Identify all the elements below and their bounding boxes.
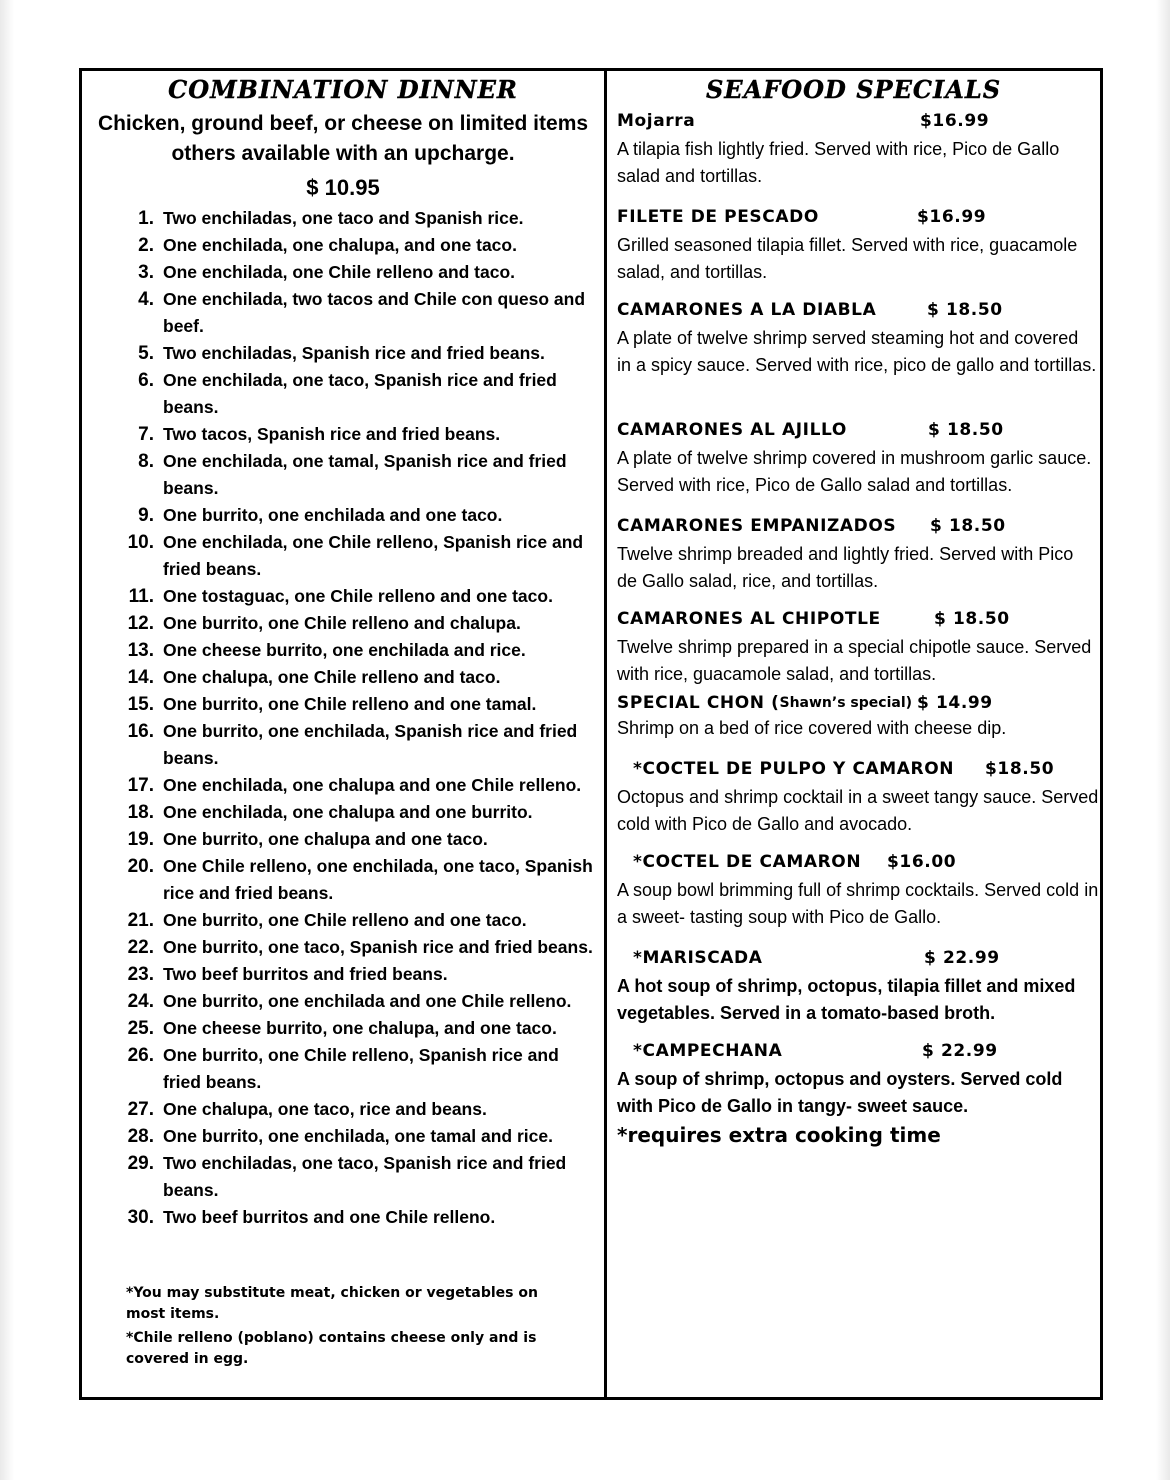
combo-item [116, 448, 596, 502]
combo-item-text: Two enchiladas, one taco and Spanish rice. [163, 208, 524, 228]
combo-item-number: 12. [127, 613, 154, 634]
combo-item [116, 1204, 596, 1231]
dish-price: $ 18.50 [927, 300, 1003, 320]
dish-price: $18.50 [985, 759, 1055, 779]
combo-item-number: 9. [138, 505, 154, 526]
combination-note: *Chile relleno (poblano) contains cheese only and is covered in egg. [126, 1330, 537, 1367]
combo-item-number: 28. [127, 1126, 154, 1147]
dish-coctel-de-camaron [617, 850, 1099, 931]
combo-item-text: One enchilada, one Chile relleno, Spanish rice and fried beans. [163, 532, 584, 579]
dish-name: SPECIAL CHON ( [617, 693, 780, 713]
combination-price: $ 10.95 [306, 175, 380, 200]
dish-description: Shrimp on a bed of rice covered with cheese dip. [617, 718, 1007, 738]
combination-list [116, 205, 596, 1231]
combo-item-number: 19. [127, 829, 154, 850]
combo-item-number: 5. [138, 343, 154, 364]
dish-price: $ 18.50 [928, 420, 1004, 440]
dish-price: $16.99 [917, 207, 987, 227]
page-edge-left [0, 0, 14, 1480]
combo-item [116, 259, 596, 286]
dish-price: $ 22.99 [922, 1041, 998, 1061]
combo-item-text: Two enchiladas, one taco, Spanish rice and fried beans. [163, 1153, 567, 1200]
combo-item [116, 826, 596, 853]
dish-name: CAMARONES EMPANIZADOS [617, 516, 897, 536]
combo-item [116, 1123, 596, 1150]
combo-item [116, 583, 596, 610]
combo-item [116, 907, 596, 934]
dish-mariscada [617, 946, 1099, 1027]
combo-item [116, 286, 596, 340]
dish-description: A tilapia fish lightly fried. Served with rice, Pico de Gallo salad and tortillas. [617, 139, 1060, 186]
combo-item-number: 25. [127, 1018, 154, 1039]
combo-item-text: Two enchiladas, Spanish rice and fried beans. [163, 343, 545, 363]
combo-item-text: One burrito, one enchilada and one taco. [163, 505, 503, 525]
combo-item-text: One enchilada, one tamal, Spanish rice and fried beans. [163, 451, 567, 498]
combo-item [116, 799, 596, 826]
combo-item-text: One burrito, one Chile relleno, Spanish rice and fried beans. [163, 1045, 559, 1092]
combo-item-text: Two beef burritos and fried beans. [163, 964, 448, 984]
dish-description: A hot soup of shrimp, octopus, tilapia fillet and mixed vegetables. Served in a tomato-based broth. [617, 976, 1076, 1023]
dish-price: $ 22.99 [924, 948, 1000, 968]
combo-item [116, 367, 596, 421]
combo-item [116, 718, 596, 772]
combo-item [116, 691, 596, 718]
combo-item-number: 13. [127, 640, 154, 661]
dish-camarones-a-la-diabla [617, 298, 1097, 379]
combo-item-number: 1. [138, 208, 154, 229]
dish-description: Twelve shrimp prepared in a special chipotle sauce. Served with rice, guacamole salad, and tortillas. [617, 637, 1092, 684]
dish-price: $ 18.50 [930, 516, 1006, 536]
dish-description: A plate of twelve shrimp covered in mushroom garlic sauce. Served with rice, Pico de Gallo salad and tortillas. [617, 448, 1092, 495]
combo-item [116, 340, 596, 367]
dish-description: Twelve shrimp breaded and lightly fried. Served with Pico de Gallo salad, rice, and tortillas. [617, 544, 1074, 591]
dish-price: $ 18.50 [934, 609, 1010, 629]
combo-item-number: 4. [138, 289, 154, 310]
combo-item-number: 2. [138, 235, 154, 256]
combo-item-text: One chalupa, one Chile relleno and taco. [163, 667, 501, 687]
dish-name: CAMARONES AL CHIPOTLE [617, 609, 881, 629]
seafood-specials-section [607, 71, 1100, 1397]
combo-item-text: Two beef burritos and one Chile relleno. [163, 1207, 496, 1227]
combo-item-number: 3. [138, 262, 154, 283]
combo-item-text: Two tacos, Spanish rice and fried beans. [163, 424, 501, 444]
combo-item-number: 16. [127, 721, 154, 742]
cooking-time-footnote: *requires extra cooking time [617, 1123, 941, 1147]
combo-item [116, 853, 596, 907]
dish-name: *CAMPECHANA [633, 1041, 783, 1061]
combo-item [116, 529, 596, 583]
combination-note: *You may substitute meat, chicken or vegetables on most items. [126, 1285, 538, 1322]
combo-item-number: 21. [127, 910, 154, 931]
combo-item-number: 26. [127, 1045, 154, 1066]
combo-item-text: One enchilada, one chalupa, and one taco. [163, 235, 517, 255]
combo-item [116, 1150, 596, 1204]
combo-item [116, 1015, 596, 1042]
combo-item-number: 8. [138, 451, 154, 472]
dish-name: *MARISCADA [633, 948, 763, 968]
dish-price: $16.00 [887, 852, 957, 872]
dish-name: Mojarra [617, 111, 696, 131]
combo-item [116, 205, 596, 232]
dish-description: A soup of shrimp, octopus and oysters. Served cold with Pico de Gallo in tangy- sweet sauce. [617, 1069, 1063, 1116]
seafood-title: SEAFOOD SPECIALS [705, 75, 1002, 104]
combo-item-text: One Chile relleno, one enchilada, one taco, Spanish rice and fried beans. [163, 856, 593, 903]
dish-camarones-empanizados [617, 514, 1097, 595]
dish-price: $ 14.99 [917, 693, 993, 713]
combo-item-text: One tostaguac, one Chile relleno and one taco. [163, 586, 553, 606]
combo-item-number: 7. [138, 424, 154, 445]
dish-name: *COCTEL DE PULPO Y CAMARON [633, 759, 955, 779]
combo-item-number: 29. [127, 1153, 154, 1174]
combo-item-text: One burrito, one chalupa and one taco. [163, 829, 488, 849]
combo-item-number: 22. [127, 937, 154, 958]
combo-item-number: 27. [127, 1099, 154, 1120]
combo-item-text: One burrito, one Chile relleno and one taco. [163, 910, 527, 930]
dish-name: CAMARONES AL AJILLO [617, 420, 847, 440]
dish-name: CAMARONES A LA DIABLA [617, 300, 877, 320]
menu-frame [79, 68, 1103, 1400]
combo-item-number: 15. [127, 694, 154, 715]
combo-item-text: One chalupa, one taco, rice and beans. [163, 1099, 487, 1119]
dish-campechana [617, 1039, 1099, 1120]
combo-item [116, 1042, 596, 1096]
dish-name: *COCTEL DE CAMARON [633, 852, 862, 872]
dish-description: A plate of twelve shrimp served steaming hot and covered in a spicy sauce. Served with rice, pico de gallo and tortillas. [617, 328, 1097, 375]
combo-item-text: One enchilada, one taco, Spanish rice and fried beans. [163, 370, 557, 417]
combo-item-number: 24. [127, 991, 154, 1012]
combo-item [116, 934, 596, 961]
combination-title: COMBINATION DINNER [168, 75, 518, 104]
combo-item [116, 1096, 596, 1123]
combo-item [116, 610, 596, 637]
dish-camarones-al-chipotle [617, 607, 1097, 688]
combo-item-text: One burrito, one Chile relleno and chalupa. [163, 613, 521, 633]
combo-item [116, 421, 596, 448]
combo-item-text: One burrito, one enchilada, one tamal and rice. [163, 1126, 553, 1146]
combo-item-text: One enchilada, one chalupa and one Chile relleno. [163, 775, 582, 795]
combo-item-text: One cheese burrito, one chalupa, and one taco. [163, 1018, 557, 1038]
dish-name: FILETE DE PESCADO [617, 207, 819, 227]
combo-item-text: One enchilada, one chalupa and one burrito. [163, 802, 533, 822]
dish-filete-de-pescado [617, 205, 1097, 286]
dish-description: Octopus and shrimp cocktail in a sweet tangy sauce. Served cold with Pico de Gallo and avocado. [617, 787, 1099, 834]
combo-item [116, 664, 596, 691]
combo-item-text: One burrito, one taco, Spanish rice and fried beans. [163, 937, 593, 957]
combo-item-text: One burrito, one enchilada, Spanish rice and fried beans. [163, 721, 578, 768]
combo-item [116, 988, 596, 1015]
dish-description: A soup bowl brimming full of shrimp cocktails. Served cold in a sweet- tasting soup with Pico de Gallo. [617, 880, 1099, 927]
combination-notes [126, 1283, 566, 1373]
combo-item-text: One enchilada, two tacos and Chile con queso and beef. [163, 289, 586, 336]
combination-dinner-section [82, 71, 604, 1397]
combo-item-number: 10. [127, 532, 154, 553]
dish-name-aside: Shawn’s special) [779, 695, 913, 711]
combo-item [116, 502, 596, 529]
combo-item-number: 18. [127, 802, 154, 823]
combo-item-text: One burrito, one enchilada and one Chile relleno. [163, 991, 572, 1011]
dish-mojarra [617, 109, 1097, 190]
combo-item [116, 772, 596, 799]
dish-coctel-de-pulpo-y-camaron [617, 757, 1099, 838]
combo-item-text: One burrito, one Chile relleno and one tamal. [163, 694, 537, 714]
combo-item-number: 30. [127, 1207, 154, 1228]
combo-item-number: 14. [127, 667, 154, 688]
combo-item-number: 11. [128, 586, 154, 607]
combo-item-number: 23. [127, 964, 154, 985]
page-edge-right [1156, 0, 1170, 1480]
combo-item-number: 20. [127, 856, 154, 877]
combination-subtitle: Chicken, ground beef, or cheese on limited items others available with an upcharge. [97, 112, 589, 165]
dish-price: $16.99 [920, 111, 990, 131]
combo-item [116, 961, 596, 988]
combo-item [116, 232, 596, 259]
dish-camarones-al-ajillo [617, 418, 1097, 499]
combo-item-number: 17. [127, 775, 154, 796]
combo-item-text: One enchilada, one Chile relleno and taco. [163, 262, 516, 282]
dish-special-chon [617, 691, 1097, 742]
combo-item [116, 637, 596, 664]
combo-item-number: 6. [138, 370, 154, 391]
dish-description: Grilled seasoned tilapia fillet. Served with rice, guacamole salad, and tortillas. [617, 235, 1078, 282]
combo-item-text: One cheese burrito, one enchilada and rice. [163, 640, 526, 660]
